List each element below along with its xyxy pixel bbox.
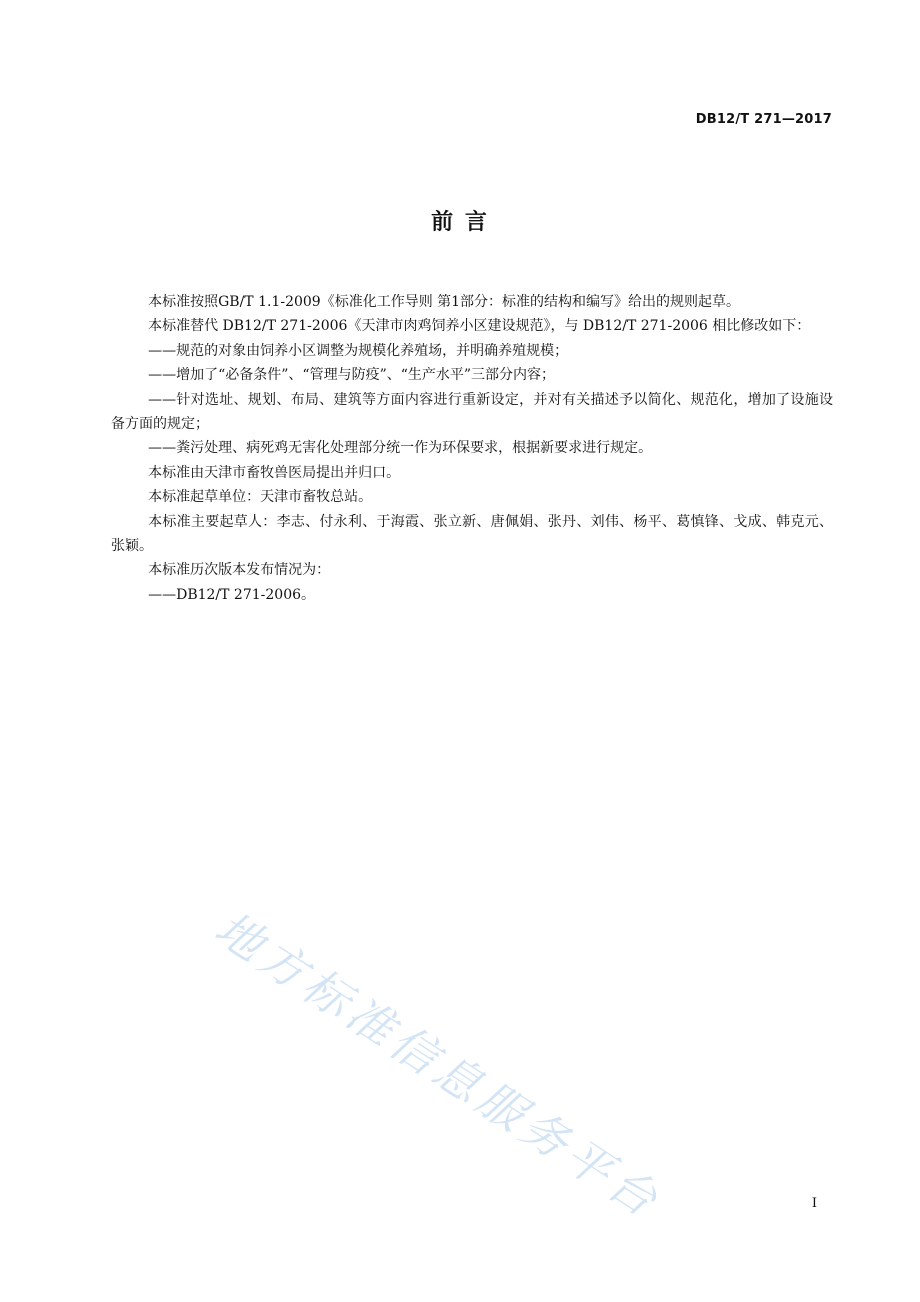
change-item: ——增加了“必备条件”、“管理与防疫”、“生产水平”三部分内容； <box>148 367 556 384</box>
watermark: 地方标准信息服务平台 <box>205 900 672 1230</box>
change-item: ——针对选址、规划、布局、建筑等方面内容进行重新设定，并对有关描述予以简化、规范化，增加了设施设备方面的规定； <box>111 391 833 433</box>
page-number: I <box>811 1196 817 1211</box>
change-item: ——规范的对象由饲养小区调整为规模化养殖场，并明确养殖规模； <box>148 342 569 359</box>
paragraph-drafters: 本标准主要起草人：李志、付永利、于海霞、张立新、唐佩娟、张丹、刘伟、杨平、葛慎锋、戈成、韩克元、张颖。 <box>111 513 833 555</box>
paragraph-replacement: 本标准替代 DB12/T 271-2006《天津市肉鸡饲养小区建设规范》，与 DB12/T 271-2006 相比修改如下： <box>148 318 811 335</box>
paragraph-proposer: 本标准由天津市畜牧兽医局提出并归口。 <box>148 464 401 481</box>
paragraph-drafting-unit: 本标准起草单位：天津市畜牧总站。 <box>148 489 373 506</box>
change-item: ——粪污处理、病死鸡无害化处理部分统一作为环保要求，根据新要求进行规定。 <box>148 440 653 457</box>
standard-code: DB12/T 271—2017 <box>695 112 832 127</box>
document-body <box>111 290 833 607</box>
paragraph-drafting-rules: 本标准按照GB/T 1.1-2009《标准化工作导则 第1部分：标准的结构和编写》给出的规则起草。 <box>148 294 741 310</box>
paragraph-version-history: 本标准历次版本发布情况为： <box>148 562 331 579</box>
version-item: ——DB12/T 271-2006。 <box>148 586 316 603</box>
page-title: 前 言 <box>431 210 489 235</box>
